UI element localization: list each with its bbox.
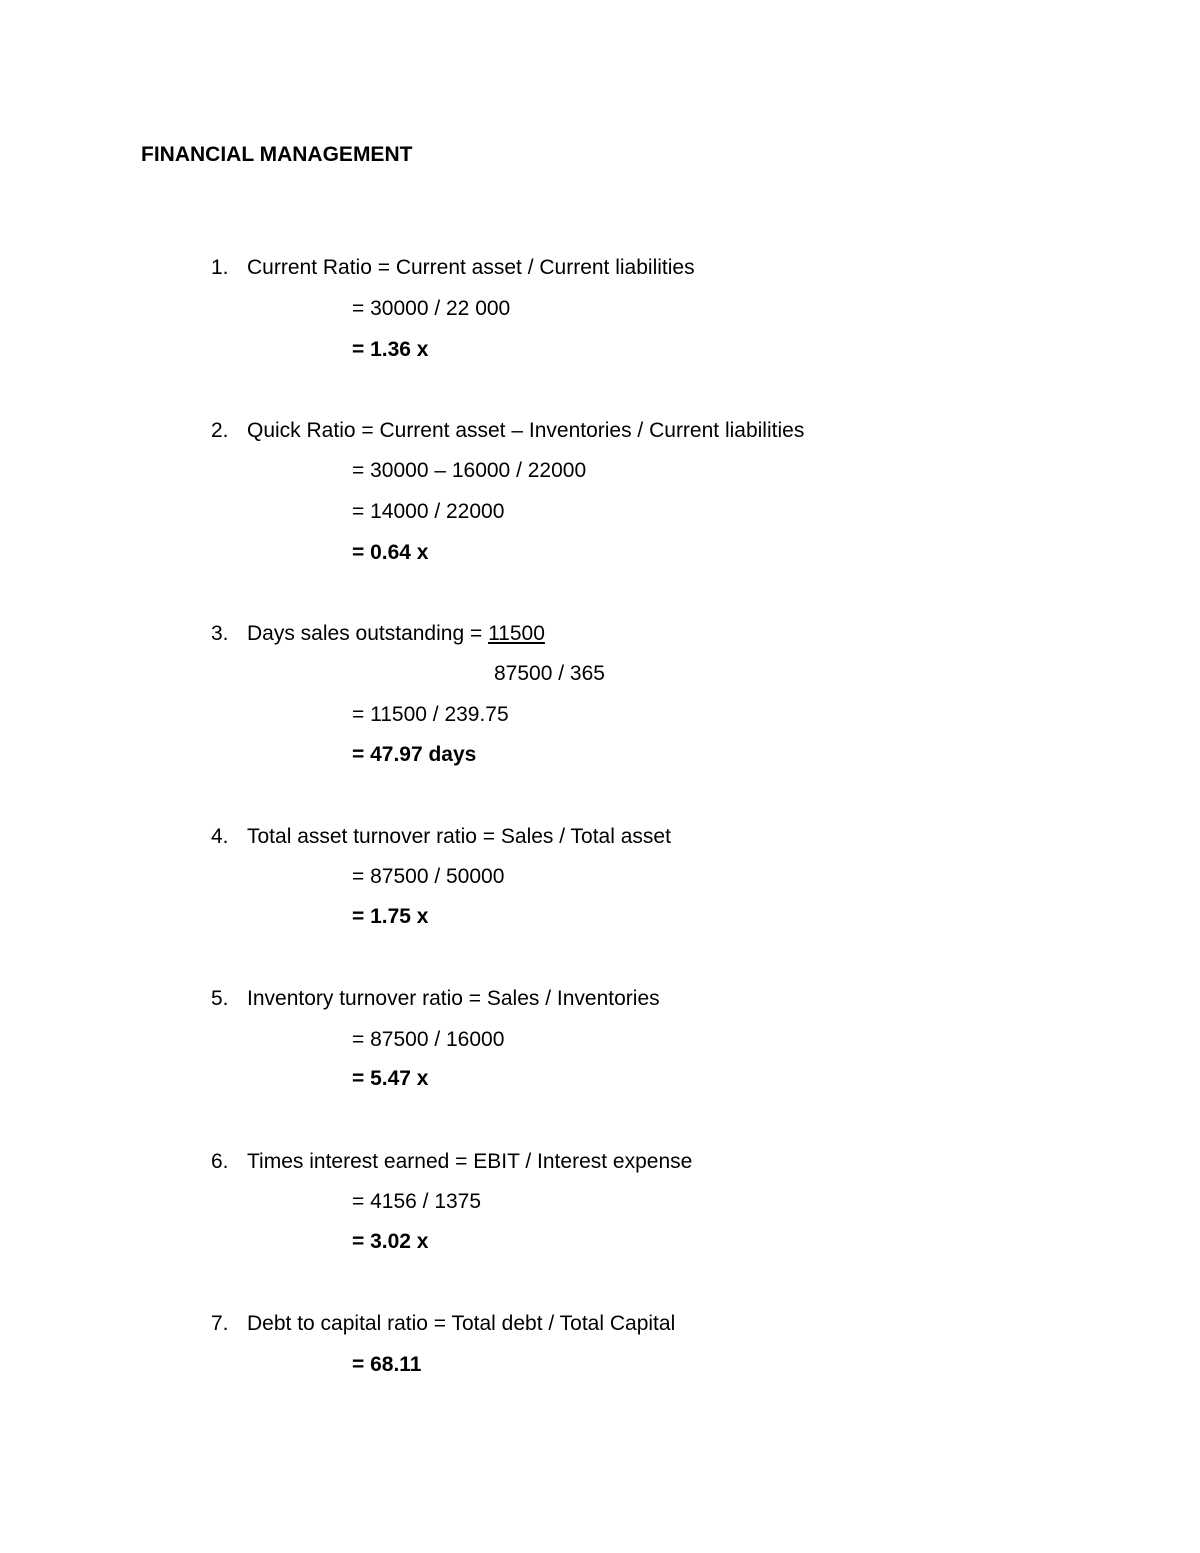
item-statement: Total asset turnover ratio = Sales / Total asset [247, 825, 671, 848]
calculation-step: = 11500 / 239.75 [352, 703, 509, 726]
item-statement: Current Ratio = Current asset / Current liabilities [247, 256, 695, 279]
fraction-denominator: 87500 / 365 [494, 662, 605, 685]
calculation-step: = 14000 / 22000 [352, 500, 505, 523]
calculation-step: = 87500 / 50000 [352, 865, 505, 888]
item-number: 5. [211, 987, 229, 1010]
item-statement: Times interest earned = EBIT / Interest expense [247, 1150, 693, 1173]
fraction-numerator: 11500 [488, 622, 545, 645]
item-statement: Quick Ratio = Current asset – Inventories / Current liabilities [247, 419, 805, 442]
calculation-step: = 30000 – 16000 / 22000 [352, 459, 587, 482]
item-number: 3. [211, 622, 229, 645]
item-number: 2. [211, 419, 229, 442]
item-result: = 68.11 [352, 1353, 422, 1376]
item-number: 7. [211, 1312, 229, 1335]
item-result: = 1.75 x [352, 905, 429, 928]
calculation-step: = 4156 / 1375 [352, 1190, 482, 1213]
item-number: 6. [211, 1150, 229, 1173]
document-title: FINANCIAL MANAGEMENT [141, 143, 413, 166]
item-statement [247, 621, 545, 647]
item-result: = 47.97 days [352, 743, 477, 766]
item-result: = 1.36 x [352, 338, 429, 361]
calculation-step: = 87500 / 16000 [352, 1028, 505, 1051]
item-number: 4. [211, 825, 229, 848]
item-statement: Inventory turnover ratio = Sales / Inventories [247, 987, 660, 1010]
item-result: = 3.02 x [352, 1230, 429, 1253]
item-result: = 5.47 x [352, 1067, 429, 1090]
statement-prefix: Days sales outstanding = [247, 622, 489, 645]
item-result: = 0.64 x [352, 541, 429, 564]
item-statement: Debt to capital ratio = Total debt / Total Capital [247, 1312, 676, 1335]
item-number: 1. [211, 256, 229, 279]
calculation-step: = 30000 / 22 000 [352, 297, 511, 320]
